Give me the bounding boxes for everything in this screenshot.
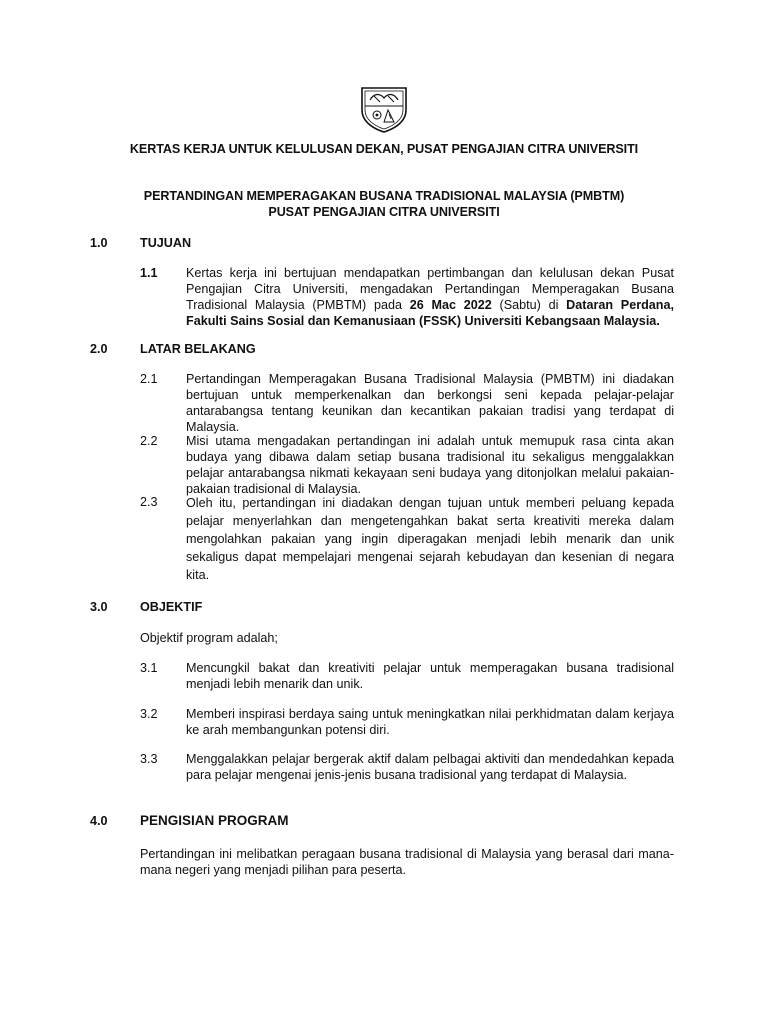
document-title: KERTAS KERJA UNTUK KELULUSAN DEKAN, PUSAT PENGAJIAN CITRA UNIVERSITI — [129, 142, 639, 156]
item-text: Pertandingan Memperagakan Busana Tradisional Malaysia (PMBTM) ini diadakan bertujuan untuk memperkenalkan dan berkongsi seni kepada pelajar-pelajar antarabangsa tentang keunikan dan kecantikan pakaian tradisi yang terdapat di Malaysia. — [186, 372, 674, 434]
section-number: 3.0 — [90, 600, 108, 614]
item-number: 2.2 — [140, 434, 158, 448]
list-item — [140, 433, 674, 497]
section-title: LATAR BELAKANG — [140, 342, 256, 356]
list-item — [140, 706, 674, 738]
item-text — [186, 265, 674, 329]
section-number: 2.0 — [90, 342, 108, 356]
program-organizer: PUSAT PENGAJIAN CITRA UNIVERSITI — [268, 205, 500, 219]
section-title: TUJUAN — [140, 236, 192, 250]
list-item — [140, 265, 674, 329]
item-text: Memberi inspirasi berdaya saing untuk meningkatkan nilai perkhidmatan dalam kerjaya ke arah membangunkan potensi diri. — [186, 707, 674, 737]
item-number: 3.1 — [140, 661, 158, 675]
section-number: 1.0 — [90, 236, 108, 250]
item-number: 2.1 — [140, 372, 158, 386]
item-text: Mencungkil bakat dan kreativiti pelajar untuk memperagakan busana tradisional menjadi lebih menarik dan unik. — [186, 661, 674, 691]
section-number: 4.0 — [90, 814, 108, 828]
section-title: OBJEKTIF — [140, 600, 203, 614]
list-item — [140, 494, 674, 584]
item-number: 3.2 — [140, 707, 158, 721]
section-title: PENGISIAN PROGRAM — [140, 813, 289, 828]
item-text: Misi utama mengadakan pertandingan ini adalah untuk memupuk rasa cinta akan budaya yang dibawa dalam setiap busana tradisional itu sekaligus menggalakkan pelajar antarabangsa nikmati kekayaan seni budaya yang ditonjolkan melalui pakaian-pakaian tradisional di Malaysia. — [186, 434, 674, 496]
objective-intro: Objektif program adalah; — [140, 631, 278, 645]
item-text: Menggalakkan pelajar bergerak aktif dalam pelbagai aktiviti dan mendedahkan kepada para pelajar mengenai jenis-jenis busana tradisional yang terdapat di Malaysia. — [186, 752, 674, 782]
event-venue: Dataran Perdana, Fakulti Sains Sosial dan Kemanusiaan (FSSK) Universiti Kebangsaan Malaysia. — [186, 298, 675, 328]
item-text-part: Kertas kerja ini bertujuan mendapatkan pertimbangan dan kelulusan dekan Pusat Pengajian Citra Universiti, mengadakan Pertandingan Memperagakan Busana Tradisional Malaysia (PMBTM) pada — [186, 266, 674, 312]
list-item — [140, 751, 674, 783]
list-item — [140, 660, 674, 692]
item-text: Oleh itu, pertandingan ini diadakan dengan tujuan untuk memberi peluang kepada pelajar menyerlahkan dan mengetengahkan bakat serta kreativiti mereka dalam mengolahkan pakaian yang ingin diperagakan menjadi lebih menarik dan unik sekaligus dapat mempelajari mengenai sejarah kebudayan dan kesenian di negara kita. — [186, 496, 674, 582]
list-item — [140, 371, 674, 435]
item-text-part: (Sabtu) di — [491, 298, 567, 312]
university-crest-icon — [358, 84, 410, 134]
program-title: PERTANDINGAN MEMPERAGAKAN BUSANA TRADISIONAL MALAYSIA (PMBTM) — [143, 189, 625, 203]
item-number: 3.3 — [140, 752, 158, 766]
program-description: Pertandingan ini melibatkan peragaan busana tradisional di Malaysia yang berasal dari mana-mana negeri yang menjadi pilihan para peserta. — [140, 847, 674, 877]
event-date: 26 Mac 2022 — [409, 298, 492, 312]
item-number: 1.1 — [140, 266, 158, 280]
item-number: 2.3 — [140, 495, 158, 509]
